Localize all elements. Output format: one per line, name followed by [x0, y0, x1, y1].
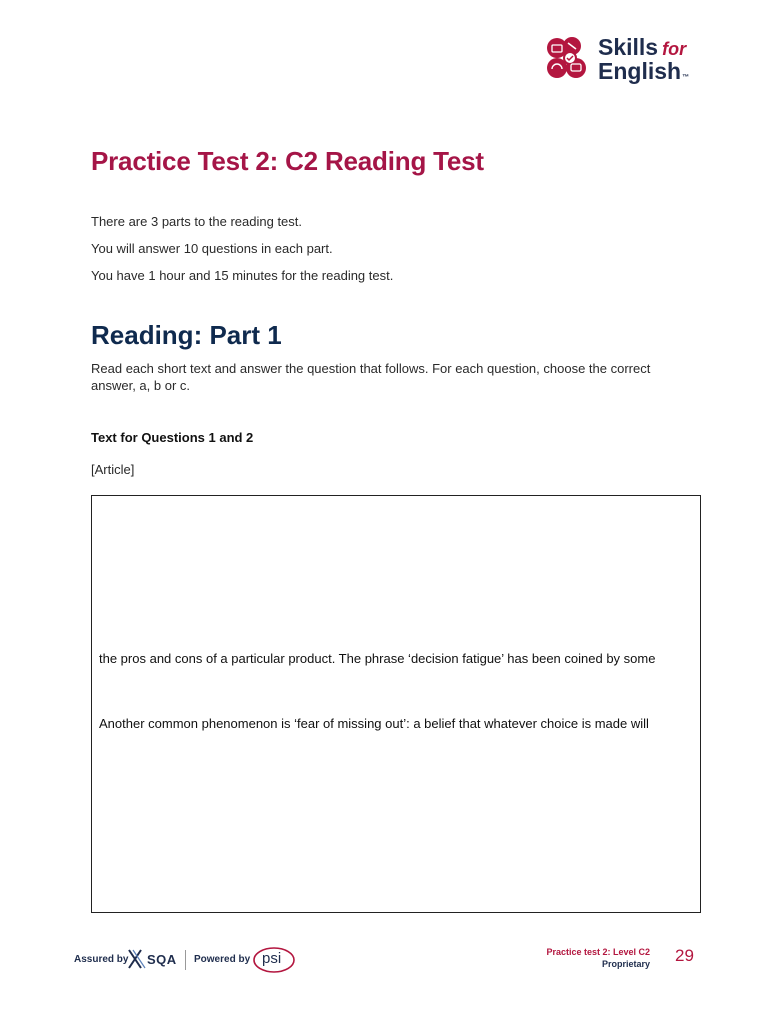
powered-by-label: Powered by [194, 954, 251, 965]
footer-classification: Proprietary [601, 959, 650, 969]
article-placeholder: [Article] [91, 462, 135, 477]
logo-word-english: English [598, 58, 682, 84]
page-title: Practice Test 2: C2 Reading Test [91, 146, 484, 176]
assured-by-label: Assured by [74, 954, 129, 965]
article-box [91, 495, 701, 913]
section-instructions: Read each short text and answer the question that follows. For each question, choose the correct answer, a, b or c. [91, 361, 651, 393]
logo-word-skills: Skills [598, 34, 659, 60]
article-line: Another common phenomenon is ‘fear of missing out’: a belief that whatever choice is made will [99, 716, 649, 731]
intro-line: You will answer 10 questions in each part. [91, 241, 333, 256]
intro-line: There are 3 parts to the reading test. [91, 214, 303, 229]
trademark-symbol: ™ [682, 74, 690, 81]
text-subheading: Text for Questions 1 and 2 [91, 430, 254, 445]
footer-document-info [546, 946, 650, 970]
logo-word-for: for [662, 39, 687, 59]
sqa-text: SQA [147, 952, 177, 967]
page-number: 29 [675, 946, 694, 965]
footer-doc-title: Practice test 2: Level C2 [546, 947, 650, 957]
psi-text: psi [262, 950, 282, 967]
skills-for-english-logo [546, 36, 706, 86]
section-title: Reading: Part 1 [91, 320, 282, 350]
article-line: the pros and cons of a particular product. The phrase ‘decision fatigue’ has been coined by some [99, 651, 656, 666]
footer-divider [185, 950, 186, 970]
intro-line: You have 1 hour and 15 minutes for the reading test. [91, 268, 394, 283]
logo-icon-cluster [546, 36, 594, 84]
intro-text [91, 214, 393, 295]
